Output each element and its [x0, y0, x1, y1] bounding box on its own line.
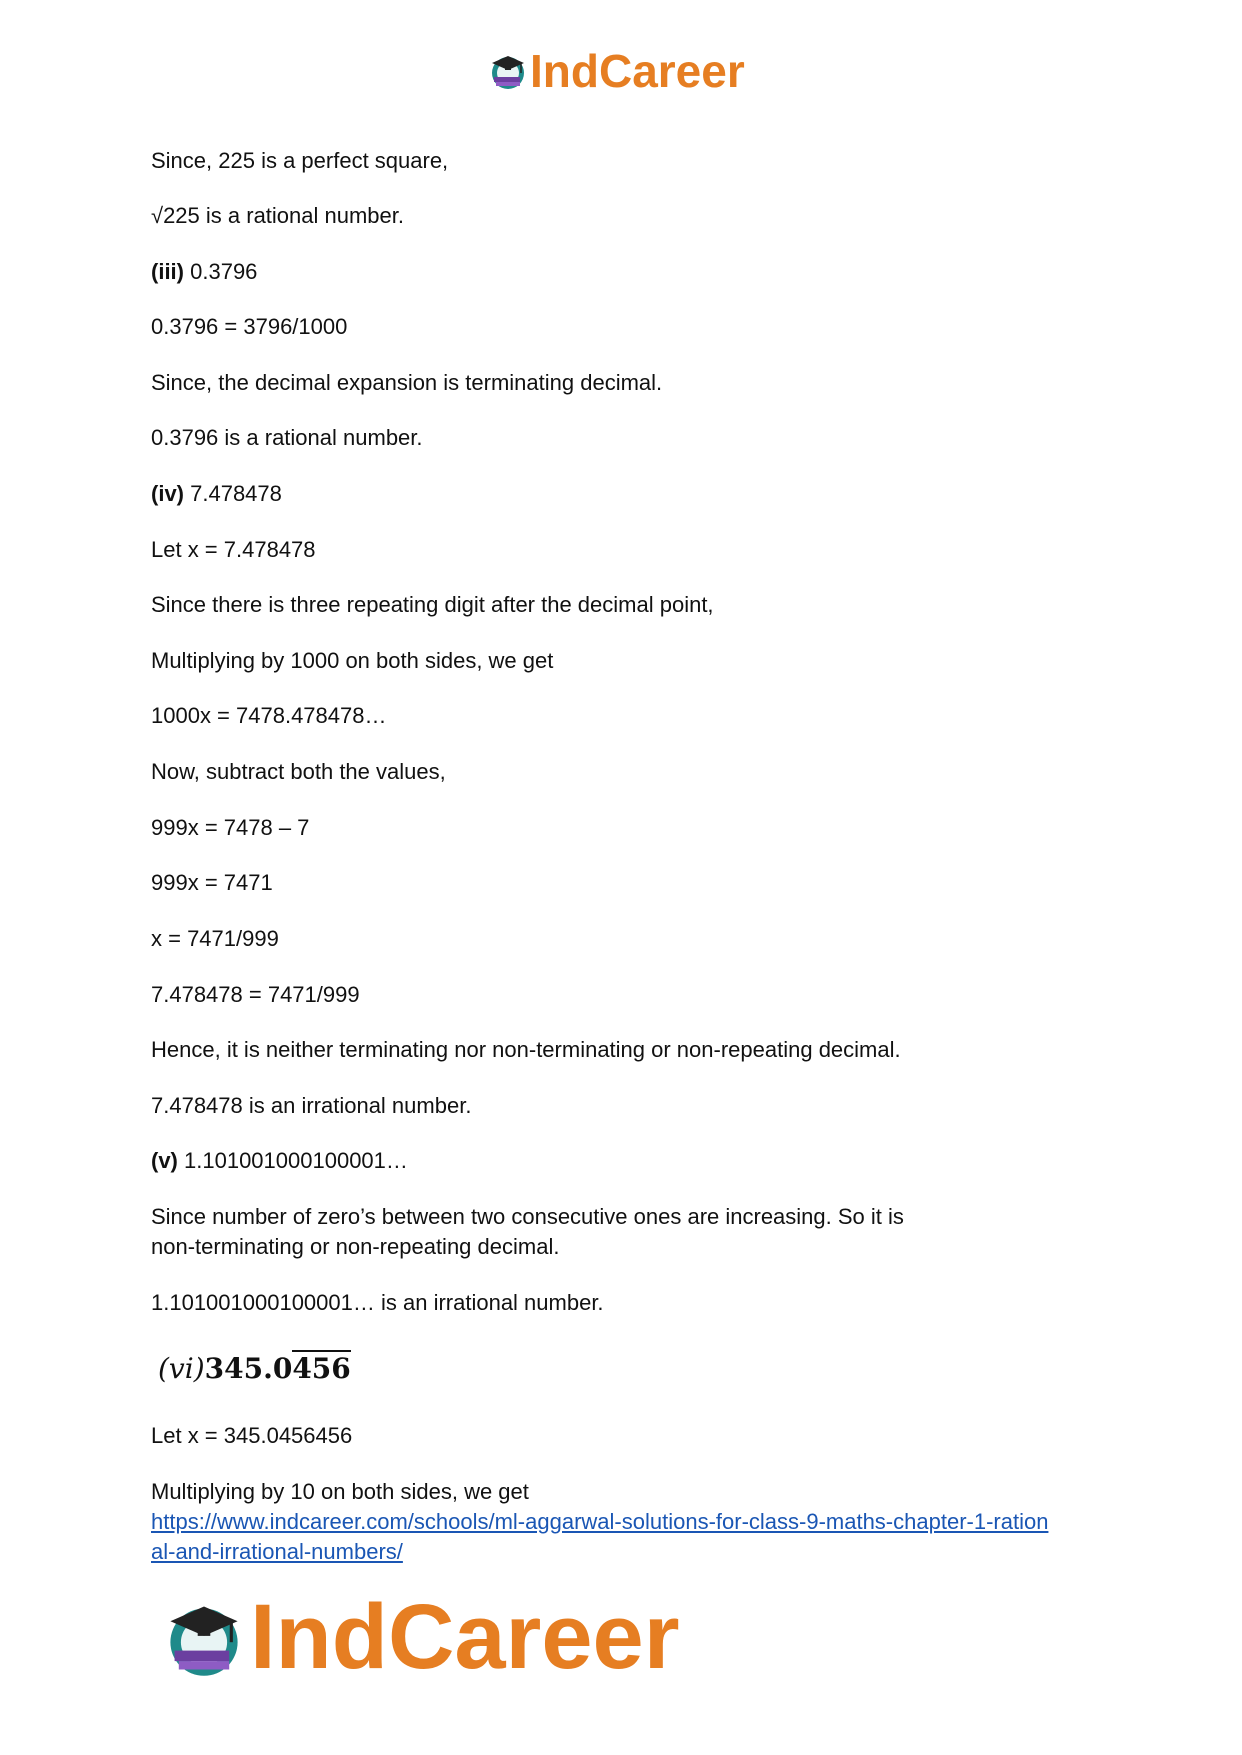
source-link-line-1[interactable]: https://www.indcareer.com/schools/ml-aggarwal-solutions-for-class-9-maths-chapter-1-ration [151, 1509, 1049, 1534]
part-value: 1.101001000100001… [184, 1148, 408, 1173]
text-line: 0.3796 = 3796/1000 [151, 314, 348, 339]
formula-repeating-digits: 456 [292, 1352, 351, 1385]
text-line: 0.3796 is a rational number. [151, 425, 423, 450]
part-value: 0.3796 [190, 259, 258, 284]
text-line: 999x = 7478 – 7 [151, 815, 310, 840]
part-label: (iii) [151, 259, 184, 284]
text-line: Multiplying by 10 on both sides, we get [151, 1479, 529, 1504]
part-iv-heading [151, 479, 282, 509]
text-line: Let x = 345.0456456 [151, 1423, 353, 1448]
graduation-cap-globe-icon [488, 51, 528, 91]
text-line: Since number of zero’s between two consecutive ones are increasing. So it is [151, 1204, 904, 1229]
part-label: (v) [151, 1148, 178, 1173]
text-line: Since there is three repeating digit after the decimal point, [151, 592, 714, 617]
brand-wordmark: IndCareer [250, 1586, 680, 1688]
text-line: 7.478478 is an irrational number. [151, 1093, 472, 1118]
text-line: Now, subtract both the values, [151, 759, 446, 784]
indcareer-logo-bottom [162, 1585, 680, 1690]
brand-wordmark: IndCareer [530, 45, 745, 97]
part-vi-formula [158, 1352, 351, 1385]
formula-base: 345.0 [204, 1352, 293, 1385]
text-line: Let x = 7.478478 [151, 537, 316, 562]
part-iii-heading [151, 257, 257, 287]
text-line: 1.101001000100001… is an irrational number. [151, 1290, 604, 1315]
part-v-heading [151, 1146, 408, 1176]
text-line: non-terminating or non-repeating decimal. [151, 1234, 560, 1259]
indcareer-logo-top [488, 44, 745, 98]
text-line: 1000x = 7478.478478… [151, 703, 387, 728]
text-line: 7.478478 = 7471/999 [151, 982, 360, 1007]
text-line: Hence, it is neither terminating nor non-terminating or non-repeating decimal. [151, 1037, 901, 1062]
text-line: 999x = 7471 [151, 870, 273, 895]
part-label: (vi) [158, 1352, 205, 1385]
graduation-cap-globe-icon [162, 1596, 246, 1680]
text-line: Since, the decimal expansion is terminating decimal. [151, 370, 663, 395]
part-label: (iv) [151, 481, 184, 506]
text-line: x = 7471/999 [151, 926, 279, 951]
text-line: Multiplying by 1000 on both sides, we get [151, 648, 554, 673]
source-link-line-2[interactable]: al-and-irrational-numbers/ [151, 1539, 403, 1564]
text-line: Since, 225 is a perfect square, [151, 148, 449, 173]
text-line: √225 is a rational number. [151, 203, 404, 228]
part-value: 7.478478 [190, 481, 282, 506]
